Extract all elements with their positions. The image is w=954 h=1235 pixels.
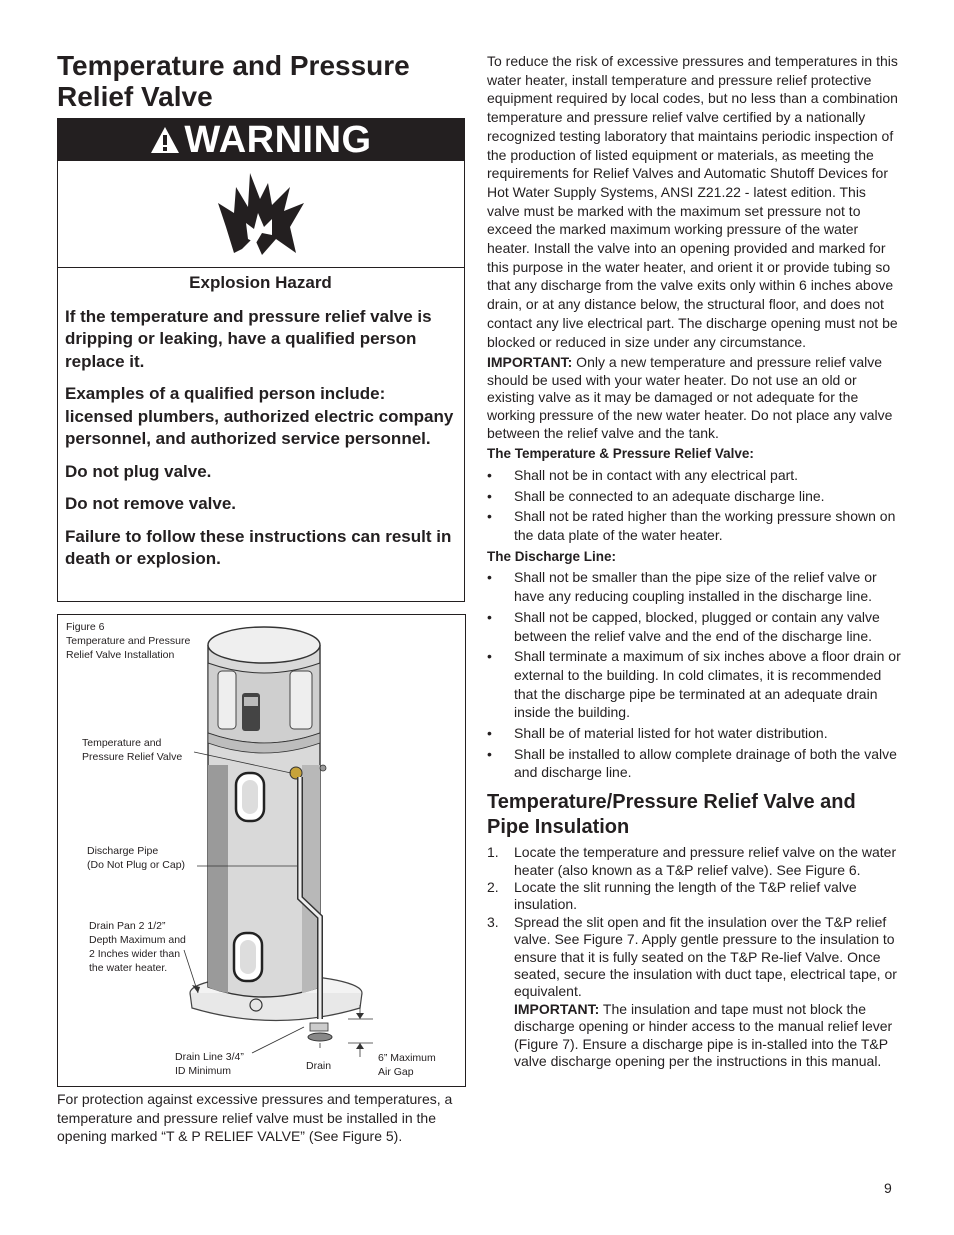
label-drain-line: Drain Line 3/4” ID Minimum — [175, 1051, 244, 1077]
list-item: • Shall terminate a maximum of six inches above a floor drain or external to the building. In cold climates, it is recommended that the discharge pipe be terminated at an adequate drain inside the building. — [487, 647, 902, 722]
warning-header — [58, 119, 464, 161]
step-item: 2. Locate the slit running the length of the T&P relief valve insulation. — [487, 878, 857, 913]
explosion-icon-area — [58, 161, 464, 268]
warning-text — [58, 268, 464, 571]
warning-paragraph: Failure to follow these instructions can result in death or explosion. — [65, 526, 452, 568]
warning-word: WARNING — [184, 118, 372, 161]
label-drain: Drain — [306, 1060, 332, 1072]
valve-list — [487, 466, 902, 545]
step-item: 1. Locate the temperature and pressure relief valve on the water heater (also known as a T&P relief valve). See Figure 6. — [487, 844, 897, 878]
warning-paragraph: Do not remove valve. — [65, 494, 237, 513]
label-air-gap: 6” Maximum Air Gap — [378, 1052, 436, 1078]
label-drain-pan: Drain Pan 2 1/2” Depth Maximum and 2 Inches wider than the water heater. — [89, 920, 186, 974]
figure-6 — [57, 614, 466, 1087]
intro-paragraph: To reduce the risk of excessive pressures and temperatures in this water heater, install temperature and pressure relief protective equipment required by local codes, but no less than a combination temperature and pressure relief valve certified by a nationally recognized testing laboratory that maintains periodic inspection of the production of listed equipment or materials, as meeting the requirements for Relief Valves and Automatic Shutoff Devices for Hot Water Supply Systems, ANSI Z21.22 - latest edition. This valve must be marked with the maximum set pressure not to exceed the marked maximum working pressure of the water heater. Install the valve into an opening provided and marked for this purpose in the water heater, and orient it or provide tubing so that any discharge from the valve exits only within 6 inches above drain, or at any distance below, the structural floor, and does not contact any live electrical part. The discharge opening must not be blocked or reduced in size under any circumstance. — [487, 53, 898, 350]
valve-subheading: The Temperature & Pressure Relief Valve: — [487, 446, 754, 462]
section-title: Temperature and Pressure Relief Valve — [57, 50, 410, 112]
list-item: • Shall not be in contact with any electrical part. — [487, 466, 902, 485]
figure-caption: Figure 6 Temperature and Pressure Relief Valve Installation — [66, 621, 191, 661]
page-number: 9 — [884, 1180, 892, 1196]
discharge-subheading: The Discharge Line: — [487, 548, 617, 564]
right-column — [487, 52, 902, 1070]
warning-paragraph: Do not plug valve. — [65, 461, 212, 481]
insulation-heading: Temperature/Pressure Relief Valve and Pipe Insulation — [487, 791, 856, 839]
warning-paragraph: If the temperature and pressure relief valve is dripping or leaking, have a qualified person replace it. — [65, 306, 432, 371]
left-paragraph: For protection against excessive pressures and temperatures, a temperature and pressure relief valve must be installed in the opening marked “T & P RELIEF VALVE” (See Figure 5). — [57, 1091, 453, 1144]
step-item: 3. Spread the slit open and fit the insulation over the T&P relief valve. See Figure 7. Apply gentle pressure to the insulation to ensure that it is fully seated on the T&P Re-lief Valve. Once seated, secure the insulation with duct tape, electrical tape, or equivalent. IMPORTANT: The insulation and tape must not block the discharge opening or hinder access to the manual relief lever (Figure 7). Ensure a discharge pipe is in-stalled into the T&P valve discharge opening per the instructions in this manual. — [487, 913, 897, 1070]
list-item: • Shall not be smaller than the pipe size of the relief valve or have any reducing coupling installed in the discharge line. — [487, 568, 902, 605]
list-item: • Shall be connected to an adequate discharge line. — [487, 487, 902, 506]
important-note: IMPORTANT: Only a new temperature and pressure relief valve should be used with your water heater. Do not use an old or existing valve as it may be damaged or not adequate for the working pressure of the new water heater. Do not place any valve between the relief valve and the tank. — [487, 354, 893, 441]
warning-triangle-icon — [150, 126, 180, 154]
label-relief-valve: Temperature and Pressure Relief Valve — [82, 737, 183, 763]
list-item: • Shall not be rated higher than the working pressure shown on the data plate of the water heater. — [487, 507, 902, 544]
water-heater-illustration — [58, 615, 465, 1086]
hazard-title: Explosion Hazard — [189, 273, 332, 292]
warning-box — [57, 118, 465, 602]
list-item: • Shall be of material listed for hot water distribution. — [487, 724, 902, 743]
label-discharge-pipe: Discharge Pipe (Do Not Plug or Cap) — [87, 845, 186, 871]
warning-paragraph: Examples of a qualified person include: licensed plumbers, authorized electric company personnel, and authorized service personnel. — [65, 384, 454, 448]
explosion-icon — [216, 169, 306, 259]
list-item: • Shall not be capped, blocked, plugged or contain any valve between the relief valve and the end of the discharge line. — [487, 608, 902, 645]
insulation-steps — [487, 844, 902, 1070]
list-item: • Shall be installed to allow complete drainage of both the valve and discharge line. — [487, 745, 902, 782]
discharge-list — [487, 568, 902, 782]
